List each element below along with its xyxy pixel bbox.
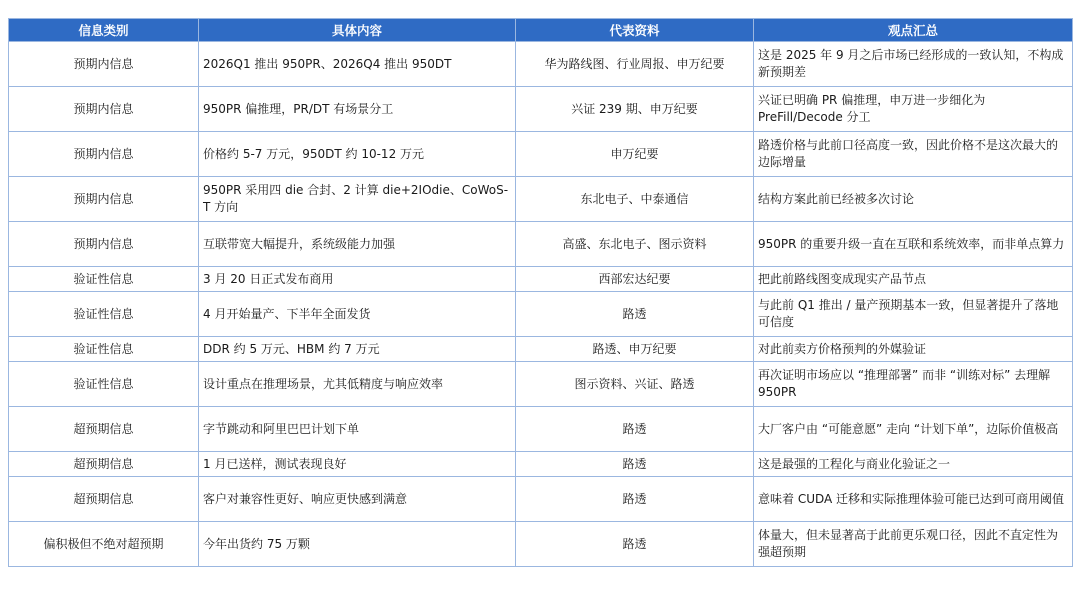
header-source: 代表资料 bbox=[516, 19, 754, 42]
table-row bbox=[9, 452, 1073, 477]
cell-category: 预期内信息 bbox=[9, 222, 199, 267]
cell-view: 对此前卖方价格预判的外媒验证 bbox=[754, 337, 1073, 362]
cell-source: 华为路线图、行业周报、申万纪要 bbox=[516, 42, 754, 87]
table-row bbox=[9, 337, 1073, 362]
cell-content: DDR 约 5 万元、HBM 约 7 万元 bbox=[199, 337, 516, 362]
cell-category: 偏积极但不绝对超预期 bbox=[9, 522, 199, 567]
info-table bbox=[8, 18, 1073, 567]
cell-content: 950PR 偏推理，PR/DT 有场景分工 bbox=[199, 87, 516, 132]
cell-category: 验证性信息 bbox=[9, 362, 199, 407]
cell-content: 今年出货约 75 万颗 bbox=[199, 522, 516, 567]
table-row bbox=[9, 177, 1073, 222]
cell-content: 3 月 20 日正式发布商用 bbox=[199, 267, 516, 292]
cell-view: 意味着 CUDA 迁移和实际推理体验可能已达到可商用阈值 bbox=[754, 477, 1073, 522]
cell-view: 950PR 的重要升级一直在互联和系统效率，而非单点算力 bbox=[754, 222, 1073, 267]
cell-category: 验证性信息 bbox=[9, 292, 199, 337]
cell-source: 兴证 239 期、申万纪要 bbox=[516, 87, 754, 132]
cell-source: 东北电子、中泰通信 bbox=[516, 177, 754, 222]
cell-category: 预期内信息 bbox=[9, 42, 199, 87]
cell-content: 客户对兼容性更好、响应更快感到满意 bbox=[199, 477, 516, 522]
table-row bbox=[9, 407, 1073, 452]
table-header-row bbox=[9, 19, 1073, 42]
cell-source: 路透 bbox=[516, 452, 754, 477]
cell-content: 设计重点在推理场景，尤其低精度与响应效率 bbox=[199, 362, 516, 407]
cell-source: 路透 bbox=[516, 407, 754, 452]
table-row bbox=[9, 222, 1073, 267]
cell-view: 兴证已明确 PR 偏推理，申万进一步细化为 PreFill/Decode 分工 bbox=[754, 87, 1073, 132]
cell-category: 超预期信息 bbox=[9, 407, 199, 452]
cell-view: 大厂客户由 “可能意愿” 走向 “计划下单”，边际价值极高 bbox=[754, 407, 1073, 452]
cell-content: 4 月开始量产、下半年全面发货 bbox=[199, 292, 516, 337]
cell-content: 950PR 采用四 die 合封、2 计算 die+2IOdie、CoWoS-T 方向 bbox=[199, 177, 516, 222]
table-row bbox=[9, 87, 1073, 132]
cell-content: 1 月已送样，测试表现良好 bbox=[199, 452, 516, 477]
cell-source: 图示资料、兴证、路透 bbox=[516, 362, 754, 407]
cell-source: 路透、申万纪要 bbox=[516, 337, 754, 362]
cell-view: 与此前 Q1 推出 / 量产预期基本一致，但显著提升了落地可信度 bbox=[754, 292, 1073, 337]
cell-content: 字节跳动和阿里巴巴计划下单 bbox=[199, 407, 516, 452]
table-row bbox=[9, 267, 1073, 292]
cell-view: 再次证明市场应以 “推理部署” 而非 “训练对标” 去理解 950PR bbox=[754, 362, 1073, 407]
cell-source: 西部宏达纪要 bbox=[516, 267, 754, 292]
header-category: 信息类别 bbox=[9, 19, 199, 42]
cell-view: 路透价格与此前口径高度一致，因此价格不是这次最大的边际增量 bbox=[754, 132, 1073, 177]
table-row bbox=[9, 132, 1073, 177]
cell-source: 高盛、东北电子、图示资料 bbox=[516, 222, 754, 267]
cell-view: 体量大，但未显著高于此前更乐观口径，因此不直定性为强超预期 bbox=[754, 522, 1073, 567]
cell-view: 结构方案此前已经被多次讨论 bbox=[754, 177, 1073, 222]
cell-category: 验证性信息 bbox=[9, 267, 199, 292]
table-row bbox=[9, 477, 1073, 522]
cell-category: 预期内信息 bbox=[9, 132, 199, 177]
cell-content: 2026Q1 推出 950PR、2026Q4 推出 950DT bbox=[199, 42, 516, 87]
header-view: 观点汇总 bbox=[754, 19, 1073, 42]
cell-category: 预期内信息 bbox=[9, 87, 199, 132]
cell-category: 超预期信息 bbox=[9, 477, 199, 522]
header-content: 具体内容 bbox=[199, 19, 516, 42]
table-row bbox=[9, 42, 1073, 87]
cell-content: 互联带宽大幅提升，系统级能力加强 bbox=[199, 222, 516, 267]
cell-source: 路透 bbox=[516, 292, 754, 337]
cell-view: 这是最强的工程化与商业化验证之一 bbox=[754, 452, 1073, 477]
cell-category: 超预期信息 bbox=[9, 452, 199, 477]
cell-source: 路透 bbox=[516, 477, 754, 522]
cell-source: 路透 bbox=[516, 522, 754, 567]
table-row bbox=[9, 362, 1073, 407]
table-row bbox=[9, 522, 1073, 567]
cell-view: 这是 2025 年 9 月之后市场已经形成的一致认知，不构成新预期差 bbox=[754, 42, 1073, 87]
cell-category: 验证性信息 bbox=[9, 337, 199, 362]
cell-content: 价格约 5-7 万元，950DT 约 10-12 万元 bbox=[199, 132, 516, 177]
cell-source: 申万纪要 bbox=[516, 132, 754, 177]
cell-view: 把此前路线图变成现实产品节点 bbox=[754, 267, 1073, 292]
cell-category: 预期内信息 bbox=[9, 177, 199, 222]
table-row bbox=[9, 292, 1073, 337]
